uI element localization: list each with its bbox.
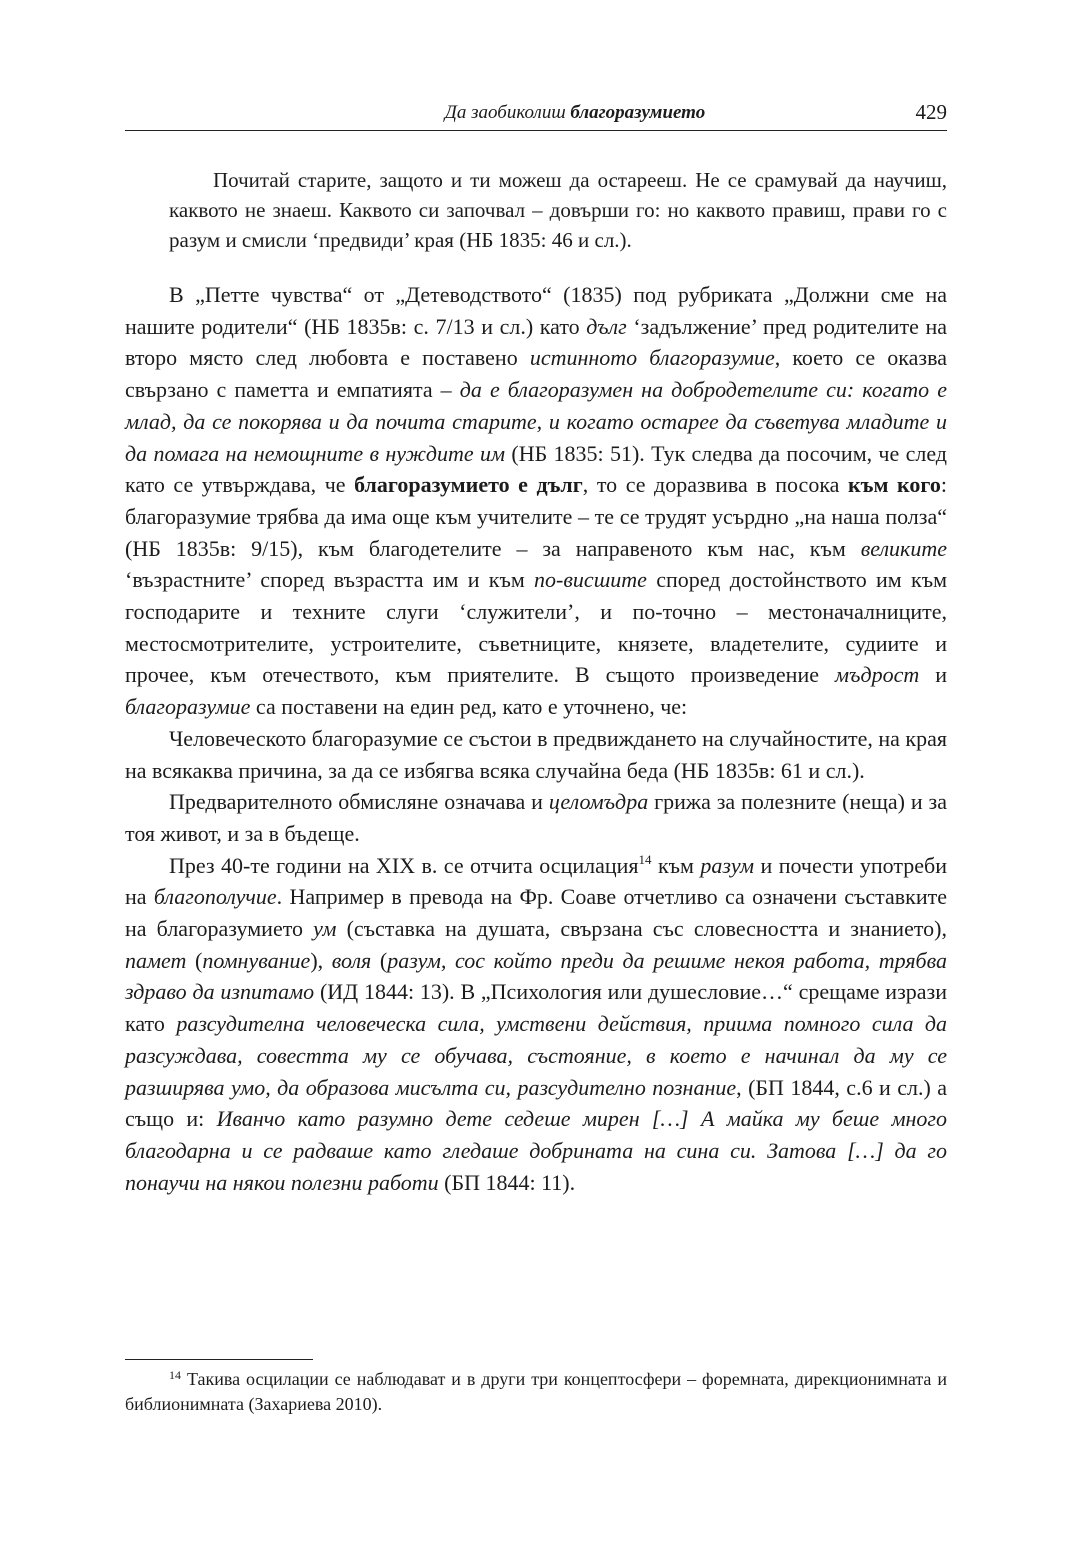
page-header xyxy=(125,100,947,131)
footnote-text-line xyxy=(125,1367,947,1417)
italic-run: разум, сос който преди да решиме некоя работа, трябва здраво да изпитамо xyxy=(125,947,948,1005)
text-run: са поставени на един ред, като е уточнено, че: xyxy=(250,694,688,720)
footnote-number: 14 xyxy=(169,1368,181,1382)
italic-run: Иванчо като разумно дете седеше мирен […] А майка му беше много благодарна и се радваше като гледаше добрината на сина си. Затова […] да го понаучи на някои полезни работи xyxy=(125,1106,947,1195)
text-run: (НБ 1835: 51). Тук следва да посочим, че след като се утвърждава, че xyxy=(125,440,947,498)
page-number: 429 xyxy=(915,100,947,124)
italic-run: ум xyxy=(313,916,337,942)
paragraph-4 xyxy=(125,850,947,1199)
italic-run: памет xyxy=(125,947,187,973)
paragraph-1 xyxy=(125,279,947,723)
italic-run: благоразумие xyxy=(125,694,251,720)
text-run: През 40-те години на XIX в. се отчита осцилация xyxy=(169,852,639,878)
bold-run: към кого xyxy=(848,472,941,498)
footnote-divider xyxy=(125,1359,313,1360)
italic-run: целомъдра xyxy=(548,789,649,815)
running-head-text: Да заобиколиш xyxy=(444,102,571,123)
text-run: грижа за полезните (неща) и за тоя живот, и за в бъдеще. xyxy=(125,789,947,846)
italic-run: разум xyxy=(700,852,755,878)
main-text xyxy=(125,165,947,1198)
italic-run: да е благоразумен на добродетелите си: когато е млад, да се покорява и да почита старите, и когато остарее да съветува младите и да помага на немощните в нуждите им xyxy=(125,377,947,466)
text-run: ( xyxy=(371,947,388,973)
running-head-bold: благоразумието xyxy=(570,102,706,123)
text-run: ), xyxy=(310,947,332,973)
text-run: В „Петте чувства“ от „Детеводството“ (1835) под рубриката „Должни сме на нашите родители“ (НБ 1835в: с. 7/13 и сл.) като xyxy=(125,282,947,339)
block-quote: Почитай старите, защото и ти можеш да остарееш. Не се срамувай да научиш, каквото не знаеш. Каквото си започвал – довърши го: но каквото правиш, прави го с разум и смисли ‘предвиди’ края (НБ 1835: 46 и сл.). xyxy=(169,168,947,252)
footnote-14 xyxy=(125,1367,947,1417)
text-run: , то се доразвива в посока xyxy=(582,472,848,498)
text-run: , (БП 1844, с.6 и сл.) а също и: xyxy=(125,1074,947,1132)
text-run: (БП 1844: 11). xyxy=(438,1169,576,1195)
text-run: ‘възрастните’ според възрастта им и към xyxy=(125,567,535,593)
italic-run: мъдрост xyxy=(834,662,920,688)
text-run: към xyxy=(651,852,701,878)
text-run: , което се оказва свързано с паметта и емпатията – xyxy=(125,345,947,403)
paragraph-2: Человеческото благоразумие се състои в предвиждането на случайностите, на края на всякаква причина, за да се избягва всяка случайна беда (НБ 1835в: 61 и сл.). xyxy=(125,725,947,783)
footnote-reference[interactable]: 14 xyxy=(638,851,652,867)
bold-run: благоразумието е дълг xyxy=(354,472,583,498)
text-run: ‘задължение’ пред родителите на второ място след любовта е поставено xyxy=(125,313,947,371)
italic-run: разсудителна человеческа сила, умствени действия, приима помного сила да разсуждава, совестта му се обучава, състояние, в което е начинал да му се разширява умо, да образова мисълта си, разсудително познание xyxy=(125,1011,948,1100)
text-run: според достойнството им към господарите и техните слуги ‘служители’, и по-точно – местоначалниците, местосмотрителите, устроителите, съветниците, князете, владетелите, судиите и прочее, към отечеството, към приятелите. В същото произведение xyxy=(125,567,947,688)
text-run: Предварителното обмисляне означава и xyxy=(169,789,549,815)
italic-run: великите xyxy=(860,535,947,561)
italic-run: помнувание xyxy=(202,947,311,973)
running-head xyxy=(425,102,725,124)
italic-run: по-висшите xyxy=(534,567,647,593)
text-run: . Например в превода на Фр. Соаве отчетливо са означени съставките на благоразумието xyxy=(125,884,947,942)
text-run: (съставка на душата, свързана със словесността и знанието), xyxy=(336,916,947,942)
italic-run: благополучие xyxy=(153,884,277,910)
paragraph-3 xyxy=(125,786,947,849)
text-run: : благоразумие трябва да има още към учителите – те се трудят усърдно „на наша полза“ (НБ 1835в: 9/15), към благодетелите – за направеното към нас, към xyxy=(125,472,947,561)
italic-run: истинното благоразумие xyxy=(529,345,775,371)
italic-run: воля xyxy=(331,947,372,973)
italic-run: дълг xyxy=(586,313,627,339)
footnote-text: Такива осцилации се наблюдават и в други три концептосфери – форемната, дирекционимната и библионимната (Захариева 2010). xyxy=(125,1369,947,1414)
text-run: и почести употреби на xyxy=(125,852,947,910)
text-run: (ИД 1844: 13). В „Психология или душесловие…“ срещаме изрази като xyxy=(125,979,947,1037)
text-run: ( xyxy=(186,947,203,973)
text-run: и xyxy=(919,662,947,688)
